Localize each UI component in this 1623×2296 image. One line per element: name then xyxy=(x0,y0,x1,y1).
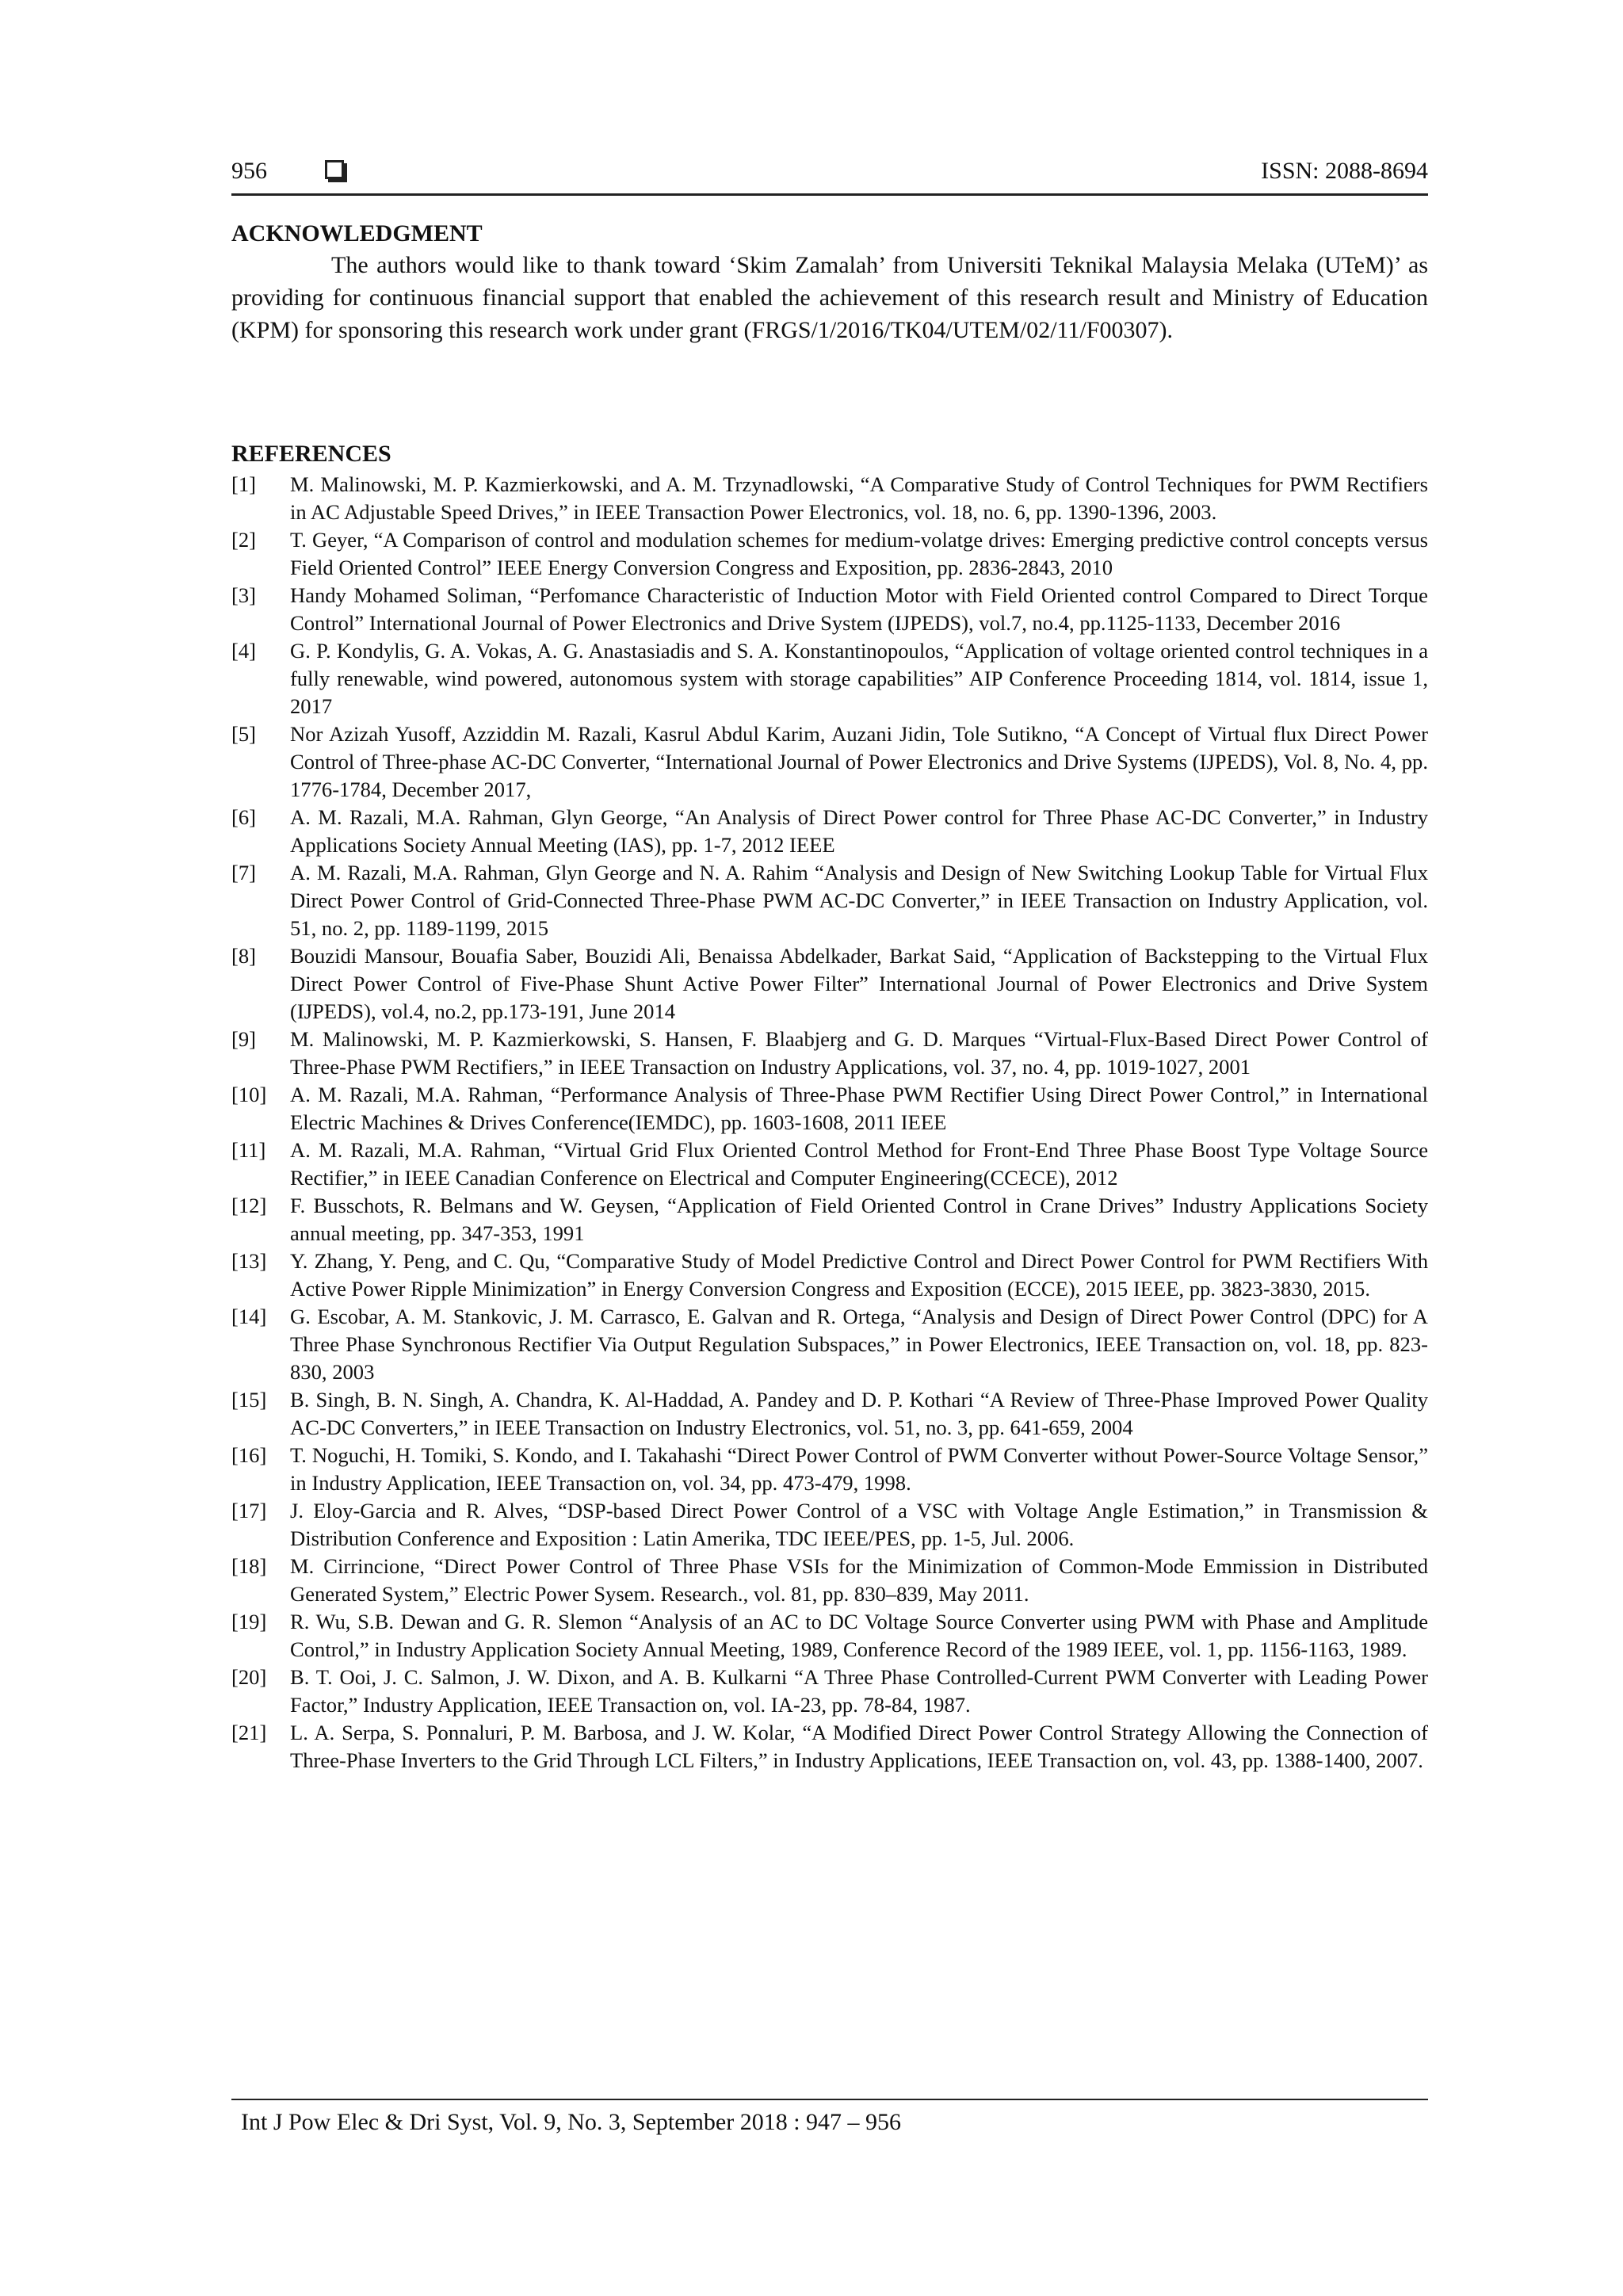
page-header xyxy=(231,155,1428,196)
reference-item xyxy=(231,1664,1428,1719)
reference-item xyxy=(231,859,1428,942)
reference-item xyxy=(231,1719,1428,1775)
reference-text: Bouzidi Mansour, Bouafia Saber, Bouzidi Ali, Benaissa Abdelkader, Barkat Said, “Application of Backstepping to the Virtual Flux Direct Power Control of Five-Phase Shunt Active Power Filter” International Journal of Power Electronics and Drive System (IJPEDS), vol.4, no.2, pp.173-191, June 2014 xyxy=(290,944,1428,1023)
square-box-icon xyxy=(325,160,344,179)
page-number: 956 xyxy=(231,158,267,184)
reference-item xyxy=(231,582,1428,637)
reference-text: Handy Mohamed Soliman, “Perfomance Characteristic of Induction Motor with Field Oriented control Compared to Direct Torque Control” International Journal of Power Electronics and Drive System (IJPEDS), vol.7, no.4, pp.1125-1133, December 2016 xyxy=(290,583,1428,635)
acknowledgment-section xyxy=(231,219,1428,346)
reference-list xyxy=(231,471,1428,1775)
journal-citation: Int J Pow Elec & Dri Syst, Vol. 9, No. 3, September 2018 : 947 – 956 xyxy=(241,2109,902,2135)
reference-text: Y. Zhang, Y. Peng, and C. Qu, “Comparative Study of Model Predictive Control and Direct Power Control for PWM Rectifiers With Active Power Ripple Minimization” in Energy Conversion Congress and Exposition (ECCE), 2015 IEEE, pp. 3823-3830, 2015. xyxy=(290,1249,1428,1301)
reference-item xyxy=(231,1137,1428,1192)
reference-text: R. Wu, S.B. Dewan and G. R. Slemon “Analysis of an AC to DC Voltage Source Converter using PWM with Phase and Amplitude Control,” in Industry Application Society Annual Meeting, 1989, Conference Record of the 1989 IEEE, vol. 1, pp. 1156-1163, 1989. xyxy=(290,1610,1428,1661)
reference-text: B. T. Ooi, J. C. Salmon, J. W. Dixon, and A. B. Kulkarni “A Three Phase Controlled-Current PWM Converter with Leading Power Factor,” Industry Application, IEEE Transaction on, vol. IA-23, pp. 78-84, 1987. xyxy=(290,1665,1428,1717)
reference-number: [5] xyxy=(231,722,257,746)
reference-number: [18] xyxy=(231,1554,267,1578)
reference-text: A. M. Razali, M.A. Rahman, “Performance Analysis of Three-Phase PWM Rectifier Using Direct Power Control,” in International Electric Machines & Drives Conference(IEMDC), pp. 1603-1608, 2011 IEEE xyxy=(290,1083,1428,1134)
reference-text: T. Noguchi, H. Tomiki, S. Kondo, and I. Takahashi “Direct Power Control of PWM Converter without Power-Source Voltage Sensor,” in Industry Application, IEEE Transaction on, vol. 34, pp. 473-479, 1998. xyxy=(290,1443,1428,1495)
reference-number: [6] xyxy=(231,805,257,829)
reference-text: M. Cirrincione, “Direct Power Control of Three Phase VSIs for the Minimization of Common-Mode Emmission in Distributed Generated System,” Electric Power Sysem. Research., vol. 81, pp. 830–839, May 2011. xyxy=(290,1554,1428,1606)
reference-text: A. M. Razali, M.A. Rahman, Glyn George and N. A. Rahim “Analysis and Design of New Switching Lookup Table for Virtual Flux Direct Power Control of Grid-Connected Three-Phase PWM AC-DC Converter,” in IEEE Transaction on Industry Application, vol. 51, no. 2, pp. 1189-1199, 2015 xyxy=(290,861,1428,940)
reference-number: [13] xyxy=(231,1249,267,1273)
reference-number: [14] xyxy=(231,1305,267,1328)
reference-text: G. Escobar, A. M. Stankovic, J. M. Carrasco, E. Galvan and R. Ortega, “Analysis and Design of Direct Power Control (DPC) for A Three Phase Synchronous Rectifier Via Output Regulation Subspaces,” in Power Electronics, IEEE Transaction on, vol. 18, pp. 823-830, 2003 xyxy=(290,1305,1428,1384)
reference-text: M. Malinowski, M. P. Kazmierkowski, and A. M. Trzynadlowski, “A Comparative Study of Control Techniques for PWM Rectifiers in AC Adjustable Speed Drives,” in IEEE Transaction Power Electronics, vol. 18, no. 6, pp. 1390-1396, 2003. xyxy=(290,472,1428,524)
reference-text: F. Busschots, R. Belmans and W. Geysen, “Application of Field Oriented Control in Crane Drives” Industry Applications Society annual meeting, pp. 347-353, 1991 xyxy=(290,1194,1428,1245)
reference-item xyxy=(231,1026,1428,1081)
reference-text: A. M. Razali, M.A. Rahman, Glyn George, “An Analysis of Direct Power control for Three Phase AC-DC Converter,” in Industry Applications Society Annual Meeting (IAS), pp. 1-7, 2012 IEEE xyxy=(290,805,1428,857)
reference-number: [7] xyxy=(231,861,257,884)
reference-number: [3] xyxy=(231,583,257,607)
reference-number: [11] xyxy=(231,1138,266,1162)
reference-item xyxy=(231,720,1428,804)
reference-item xyxy=(231,942,1428,1026)
reference-number: [19] xyxy=(231,1610,267,1633)
reference-item xyxy=(231,1553,1428,1608)
reference-item xyxy=(231,1497,1428,1553)
references-title: REFERENCES xyxy=(231,441,391,467)
reference-text: B. Singh, B. N. Singh, A. Chandra, K. Al-Haddad, A. Pandey and D. P. Kothari “A Review of Three-Phase Improved Power Quality AC-DC Converters,” in IEEE Transaction on Industry Electronics, vol. 51, no. 3, pp. 641-659, 2004 xyxy=(290,1388,1428,1439)
reference-item xyxy=(231,471,1428,526)
reference-text: L. A. Serpa, S. Ponnaluri, P. M. Barbosa, and J. W. Kolar, “A Modified Direct Power Control Strategy Allowing the Connection of Three-Phase Inverters to the Grid Through LCL Filters,” in Industry Applications, IEEE Transaction on, vol. 43, pp. 1388-1400, 2007. xyxy=(290,1721,1428,1772)
reference-number: [9] xyxy=(231,1027,257,1051)
references-section xyxy=(231,439,1428,1775)
reference-item xyxy=(231,1303,1428,1386)
reference-number: [17] xyxy=(231,1499,267,1522)
reference-number: [20] xyxy=(231,1665,267,1689)
reference-number: [10] xyxy=(231,1083,267,1106)
reference-item xyxy=(231,1247,1428,1303)
acknowledgment-text: The authors would like to thank toward ‘Skim Zamalah’ from Universiti Teknikal Malaysia Melaka (UTeM)’ as providing for continuous financial support that enabled the achievement of this research result and Ministry of Education (KPM) for sponsoring this research work under grant (FRGS/1/2016/TK04/UTEM/02/11/F00307). xyxy=(231,252,1428,343)
issn-label: ISSN: 2088-8694 xyxy=(1261,158,1428,184)
reference-item xyxy=(231,526,1428,582)
reference-item xyxy=(231,1386,1428,1442)
reference-item xyxy=(231,1192,1428,1247)
acknowledgment-title: ACKNOWLEDGMENT xyxy=(231,220,483,246)
reference-number: [16] xyxy=(231,1443,267,1467)
reference-text: Nor Azizah Yusoff, Azziddin M. Razali, Kasrul Abdul Karim, Auzani Jidin, Tole Sutikno, “A Concept of Virtual flux Direct Power Control of Three-phase AC-DC Converter, “International Journal of Power Electronics and Drive Systems (IJPEDS), Vol. 8, No. 4, pp. 1776-1784, December 2017, xyxy=(290,722,1428,801)
reference-text: T. Geyer, “A Comparison of control and modulation schemes for medium-volatge drives: Emerging predictive control concepts versus Field Oriented Control” IEEE Energy Conversion Congress and Exposition, pp. 2836-2843, 2010 xyxy=(290,528,1428,579)
reference-number: [2] xyxy=(231,528,257,552)
reference-number: [15] xyxy=(231,1388,267,1412)
reference-number: [1] xyxy=(231,472,257,496)
reference-number: [12] xyxy=(231,1194,267,1217)
reference-text: M. Malinowski, M. P. Kazmierkowski, S. Hansen, F. Blaabjerg and G. D. Marques “Virtual-Flux-Based Direct Power Control of Three-Phase PWM Rectifiers,” in IEEE Transaction on Industry Applications, vol. 37, no. 4, pp. 1019-1027, 2001 xyxy=(290,1027,1428,1079)
reference-text: G. P. Kondylis, G. A. Vokas, A. G. Anastasiadis and S. A. Konstantinopoulos, “Application of voltage oriented control techniques in a fully renewable, wind powered, autonomous system with storage capabilities” AIP Conference Proceeding 1814, vol. 1814, issue 1, 2017 xyxy=(290,639,1428,718)
reference-text: A. M. Razali, M.A. Rahman, “Virtual Grid Flux Oriented Control Method for Front-End Three Phase Boost Type Voltage Source Rectifier,” in IEEE Canadian Conference on Electrical and Computer Engineering(CCECE), 2012 xyxy=(290,1138,1428,1190)
page-footer xyxy=(231,2099,1428,2138)
reference-item xyxy=(231,804,1428,859)
reference-item xyxy=(231,1442,1428,1497)
reference-number: [8] xyxy=(231,944,257,968)
reference-number: [21] xyxy=(231,1721,267,1744)
reference-item xyxy=(231,1081,1428,1137)
reference-item xyxy=(231,637,1428,720)
reference-item xyxy=(231,1608,1428,1664)
reference-number: [4] xyxy=(231,639,257,663)
reference-text: J. Eloy-Garcia and R. Alves, “DSP-based Direct Power Control of a VSC with Voltage Angle Estimation,” in Transmission & Distribution Conference and Exposition : Latin Amerika, TDC IEEE/PES, pp. 1-5, Jul. 2006. xyxy=(290,1499,1428,1550)
